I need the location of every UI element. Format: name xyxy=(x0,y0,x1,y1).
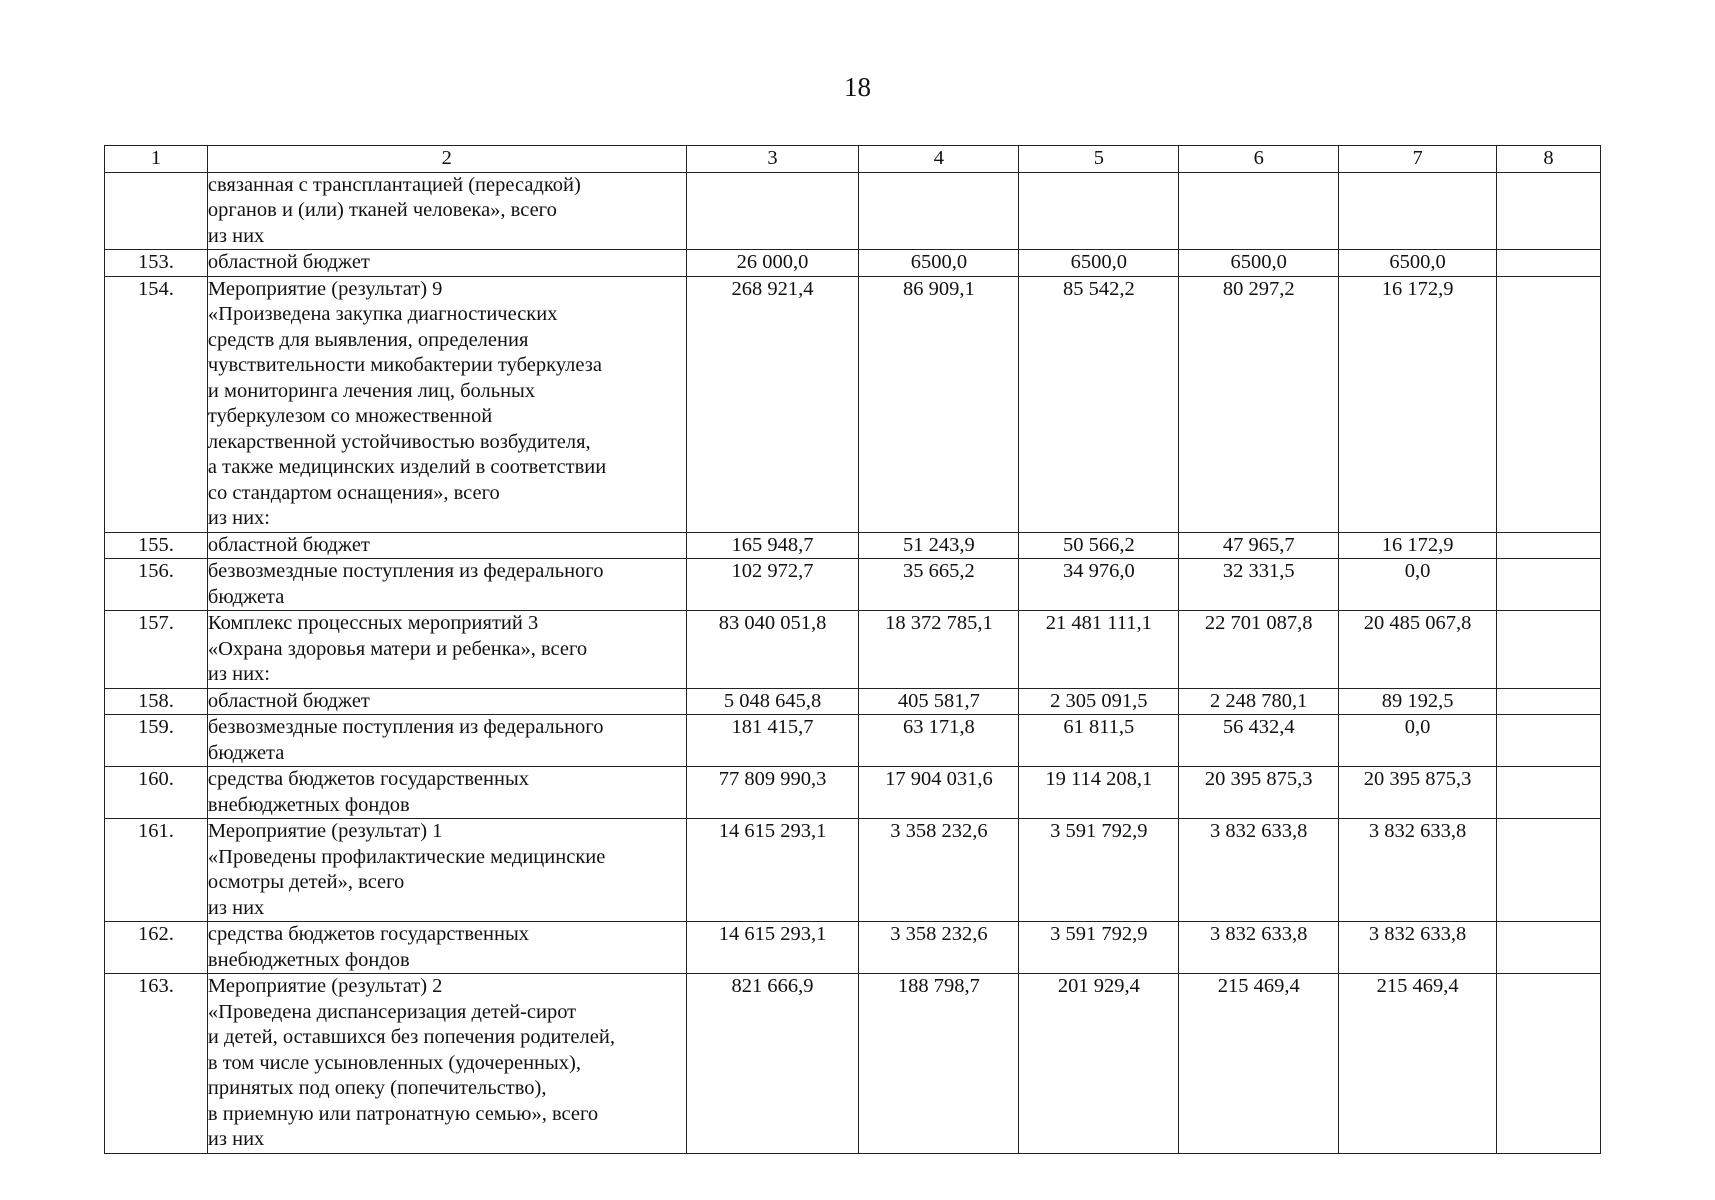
value-cell-5: 201 929,4 xyxy=(1019,974,1179,1154)
table-row xyxy=(105,532,1601,559)
value-cell-6: 22 701 087,8 xyxy=(1179,611,1339,689)
row-number: 155. xyxy=(105,532,208,559)
description-line: связанная с трансплантацией (пересадкой) xyxy=(207,173,581,196)
table-row xyxy=(105,974,1601,1154)
row-number xyxy=(105,172,208,250)
value-cell-6: 6500,0 xyxy=(1179,250,1339,277)
value-cell-8 xyxy=(1497,276,1601,532)
row-number: 157. xyxy=(105,611,208,689)
value-cell-3: 165 948,7 xyxy=(686,532,859,559)
value-cell-3: 102 972,7 xyxy=(686,559,859,611)
value-cell-4: 51 243,9 xyxy=(859,532,1019,559)
table-row xyxy=(105,922,1601,974)
description-line: а также медицинских изделий в соответствии xyxy=(207,456,607,478)
value-cell-3: 26 000,0 xyxy=(686,250,859,277)
row-description xyxy=(207,688,686,715)
value-cell-5: 50 566,2 xyxy=(1019,532,1179,559)
description-line: из них: xyxy=(207,663,271,685)
value-cell-8 xyxy=(1497,559,1601,611)
value-cell-3: 268 921,4 xyxy=(686,276,859,532)
table-row xyxy=(105,767,1601,819)
column-header: 2 xyxy=(207,146,686,173)
value-cell-4: 86 909,1 xyxy=(859,276,1019,532)
value-cell-6: 80 297,2 xyxy=(1179,276,1339,532)
value-cell-4: 63 171,8 xyxy=(859,715,1019,767)
value-cell-7: 20 395 875,3 xyxy=(1339,767,1497,819)
table-row xyxy=(105,715,1601,767)
page-number: 18 xyxy=(844,72,871,102)
row-number: 163. xyxy=(105,974,208,1154)
value-cell-6: 215 469,4 xyxy=(1179,974,1339,1154)
value-cell-5: 21 481 111,1 xyxy=(1019,611,1179,689)
value-cell-6: 20 395 875,3 xyxy=(1179,767,1339,819)
table-row xyxy=(105,611,1601,689)
budget-table xyxy=(104,145,1601,1154)
value-cell-3: 821 666,9 xyxy=(686,974,859,1154)
row-description xyxy=(207,715,686,767)
value-cell-3: 77 809 990,3 xyxy=(686,767,859,819)
table-row xyxy=(105,819,1601,922)
value-cell-4: 188 798,7 xyxy=(859,974,1019,1154)
table-row xyxy=(105,688,1601,715)
column-header: 1 xyxy=(105,146,208,173)
value-cell-4: 35 665,2 xyxy=(859,559,1019,611)
value-cell-5: 2 305 091,5 xyxy=(1019,688,1179,715)
row-description xyxy=(207,250,686,277)
column-header: 4 xyxy=(859,146,1019,173)
description-line: принятых под опеку (попечительство), xyxy=(207,1077,547,1099)
description-line: Мероприятие (результат) 2 xyxy=(207,975,443,997)
description-line: Мероприятие (результат) 1 xyxy=(207,820,443,842)
description-line: областной бюджет xyxy=(207,533,370,556)
description-line: средств для выявления, определения xyxy=(207,328,529,351)
table-row xyxy=(105,250,1601,277)
value-cell-7: 89 192,5 xyxy=(1339,688,1497,715)
row-number: 160. xyxy=(105,767,208,819)
value-cell-6: 2 248 780,1 xyxy=(1179,688,1339,715)
description-line: в том числе усыновленных (удочеренных), xyxy=(207,1051,581,1074)
column-header: 7 xyxy=(1339,146,1497,173)
value-cell-5 xyxy=(1019,172,1179,250)
value-cell-3: 5 048 645,8 xyxy=(686,688,859,715)
description-line: безвозмездные поступления из федерального xyxy=(207,716,604,738)
description-line: из них xyxy=(207,896,265,919)
description-line: из них: xyxy=(207,507,271,529)
description-line: внебюджетных фондов xyxy=(207,948,410,971)
value-cell-3: 14 615 293,1 xyxy=(686,922,859,974)
description-line: в приемную или патронатную семью», всего xyxy=(207,1102,599,1125)
value-cell-8 xyxy=(1497,611,1601,689)
value-cell-4 xyxy=(859,172,1019,250)
value-cell-8 xyxy=(1497,688,1601,715)
value-cell-6: 3 832 633,8 xyxy=(1179,819,1339,922)
value-cell-6 xyxy=(1179,172,1339,250)
value-cell-6: 32 331,5 xyxy=(1179,559,1339,611)
description-line: лекарственной устойчивостью возбудителя, xyxy=(207,430,591,453)
value-cell-4: 3 358 232,6 xyxy=(859,922,1019,974)
value-cell-5: 34 976,0 xyxy=(1019,559,1179,611)
description-line: бюджета xyxy=(207,741,285,764)
description-line: и детей, оставшихся без попечения родителей, xyxy=(207,1026,615,1048)
value-cell-7: 6500,0 xyxy=(1339,250,1497,277)
description-line: со стандартом оснащения», всего xyxy=(207,481,500,504)
row-number: 159. xyxy=(105,715,208,767)
row-number: 161. xyxy=(105,819,208,922)
column-number-row xyxy=(105,146,1601,173)
value-cell-7: 16 172,9 xyxy=(1339,532,1497,559)
description-line: областной бюджет xyxy=(207,689,370,712)
row-description xyxy=(207,532,686,559)
table-row xyxy=(105,172,1601,250)
description-line: средства бюджетов государственных xyxy=(207,768,529,790)
value-cell-4: 3 358 232,6 xyxy=(859,819,1019,922)
value-cell-8 xyxy=(1497,922,1601,974)
description-line: осмотры детей», всего xyxy=(207,871,405,893)
description-line: внебюджетных фондов xyxy=(207,793,410,816)
description-line: областной бюджет xyxy=(207,251,370,273)
row-description xyxy=(207,611,686,689)
value-cell-4: 18 372 785,1 xyxy=(859,611,1019,689)
value-cell-8 xyxy=(1497,532,1601,559)
description-line: Комплекс процессных мероприятий 3 xyxy=(207,612,539,634)
value-cell-5: 85 542,2 xyxy=(1019,276,1179,532)
table-row xyxy=(105,559,1601,611)
value-cell-8 xyxy=(1497,819,1601,922)
row-description xyxy=(207,172,686,250)
column-header: 6 xyxy=(1179,146,1339,173)
description-line: из них xyxy=(207,1128,265,1150)
value-cell-3: 181 415,7 xyxy=(686,715,859,767)
row-description xyxy=(207,922,686,974)
description-line: «Проведены профилактические медицинские xyxy=(207,845,606,868)
value-cell-8 xyxy=(1497,250,1601,277)
row-number: 156. xyxy=(105,559,208,611)
value-cell-7: 0,0 xyxy=(1339,559,1497,611)
row-description xyxy=(207,559,686,611)
value-cell-3 xyxy=(686,172,859,250)
description-line: «Проведена диспансеризация детей-сирот xyxy=(207,1000,577,1023)
row-description xyxy=(207,276,686,532)
description-line: «Произведена закупка диагностических xyxy=(207,303,558,325)
value-cell-8 xyxy=(1497,715,1601,767)
value-cell-5: 3 591 792,9 xyxy=(1019,922,1179,974)
row-number: 162. xyxy=(105,922,208,974)
row-description xyxy=(207,819,686,922)
description-line: туберкулезом со множественной xyxy=(207,405,493,427)
value-cell-6: 47 965,7 xyxy=(1179,532,1339,559)
value-cell-7 xyxy=(1339,172,1497,250)
description-line: бюджета xyxy=(207,585,285,608)
row-description xyxy=(207,974,686,1154)
description-line: и мониторинга лечения лиц, больных xyxy=(207,379,536,402)
column-header: 3 xyxy=(686,146,859,173)
row-description xyxy=(207,767,686,819)
value-cell-7: 0,0 xyxy=(1339,715,1497,767)
column-header: 8 xyxy=(1497,146,1601,173)
description-line: средства бюджетов государственных xyxy=(207,923,529,945)
description-line: чувствительности микобактерии туберкулеза xyxy=(207,354,602,376)
value-cell-3: 83 040 051,8 xyxy=(686,611,859,689)
value-cell-7: 20 485 067,8 xyxy=(1339,611,1497,689)
value-cell-4: 405 581,7 xyxy=(859,688,1019,715)
table-body xyxy=(105,172,1601,1153)
value-cell-8 xyxy=(1497,767,1601,819)
value-cell-8 xyxy=(1497,172,1601,250)
value-cell-7: 3 832 633,8 xyxy=(1339,922,1497,974)
value-cell-4: 17 904 031,6 xyxy=(859,767,1019,819)
value-cell-7: 3 832 633,8 xyxy=(1339,819,1497,922)
row-number: 153. xyxy=(105,250,208,277)
row-number: 158. xyxy=(105,688,208,715)
description-line: из них xyxy=(207,224,265,247)
value-cell-7: 215 469,4 xyxy=(1339,974,1497,1154)
value-cell-4: 6500,0 xyxy=(859,250,1019,277)
description-line: безвозмездные поступления из федерального xyxy=(207,560,604,582)
value-cell-7: 16 172,9 xyxy=(1339,276,1497,532)
value-cell-5: 19 114 208,1 xyxy=(1019,767,1179,819)
description-line: Мероприятие (результат) 9 xyxy=(207,277,443,300)
value-cell-6: 3 832 633,8 xyxy=(1179,922,1339,974)
value-cell-5: 3 591 792,9 xyxy=(1019,819,1179,922)
value-cell-3: 14 615 293,1 xyxy=(686,819,859,922)
column-header: 5 xyxy=(1019,146,1179,173)
value-cell-6: 56 432,4 xyxy=(1179,715,1339,767)
value-cell-8 xyxy=(1497,974,1601,1154)
row-number: 154. xyxy=(105,276,208,532)
value-cell-5: 61 811,5 xyxy=(1019,715,1179,767)
description-line: органов и (или) тканей человека», всего xyxy=(207,199,557,221)
description-line: «Охрана здоровья матери и ребенка», всего xyxy=(207,637,588,660)
table-row xyxy=(105,276,1601,532)
value-cell-5: 6500,0 xyxy=(1019,250,1179,277)
